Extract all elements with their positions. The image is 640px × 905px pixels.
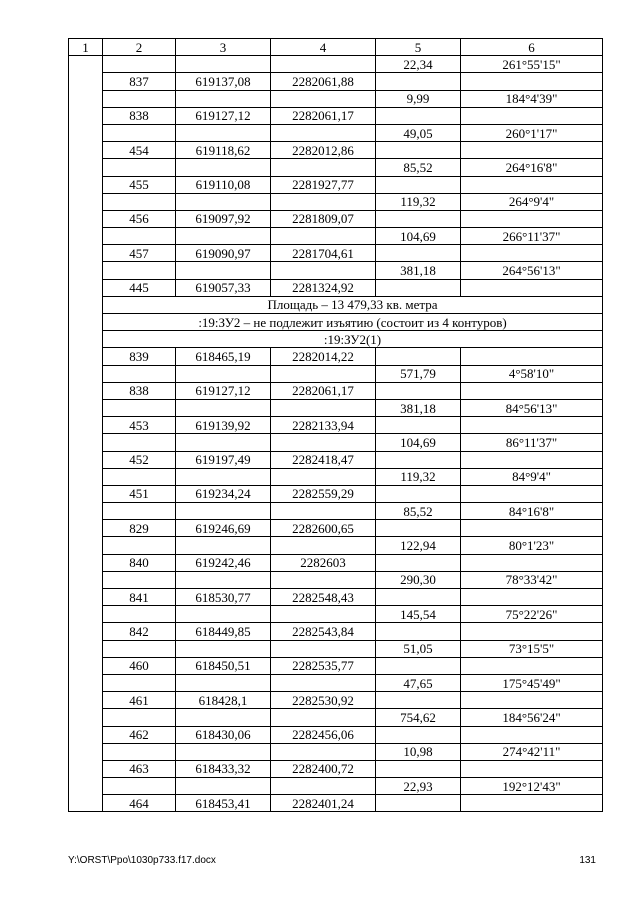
distance-cell: 9,99 bbox=[376, 90, 461, 107]
table-row bbox=[69, 124, 603, 141]
y-coordinate-cell bbox=[271, 674, 376, 691]
distance-cell bbox=[376, 279, 461, 296]
header-row bbox=[69, 39, 603, 56]
x-coordinate-cell: 618530,77 bbox=[176, 589, 271, 606]
x-coordinate-cell bbox=[176, 56, 271, 73]
table-row bbox=[69, 142, 603, 159]
y-coordinate-cell: 2282543,84 bbox=[271, 623, 376, 640]
distance-cell: 104,69 bbox=[376, 228, 461, 245]
footer-file-path: Y:\ORST\Ppo\1030p733.f17.docx bbox=[68, 855, 216, 866]
x-coordinate-cell bbox=[176, 434, 271, 451]
y-coordinate-cell bbox=[271, 56, 376, 73]
table-row bbox=[69, 606, 603, 623]
table-row bbox=[69, 279, 603, 296]
point-number-cell bbox=[103, 537, 176, 554]
angle-cell bbox=[461, 107, 603, 124]
point-number-cell: 461 bbox=[103, 692, 176, 709]
table-row bbox=[69, 571, 603, 588]
point-number-cell bbox=[103, 399, 176, 416]
angle-cell: 260°1'17" bbox=[461, 124, 603, 141]
table-row bbox=[69, 554, 603, 571]
point-number-cell bbox=[103, 503, 176, 520]
angle-cell: 78°33'42" bbox=[461, 571, 603, 588]
angle-cell bbox=[461, 245, 603, 262]
angle-cell bbox=[461, 795, 603, 812]
distance-cell: 22,93 bbox=[376, 778, 461, 795]
header-cell: 3 bbox=[176, 39, 271, 56]
angle-cell: 4°58'10" bbox=[461, 365, 603, 382]
point-number-cell bbox=[103, 228, 176, 245]
distance-cell bbox=[376, 73, 461, 90]
x-coordinate-cell: 619242,46 bbox=[176, 554, 271, 571]
y-coordinate-cell: 2282014,22 bbox=[271, 348, 376, 365]
table-row bbox=[69, 90, 603, 107]
x-coordinate-cell bbox=[176, 709, 271, 726]
table-row bbox=[69, 262, 603, 279]
distance-cell: 51,05 bbox=[376, 640, 461, 657]
table-row bbox=[69, 503, 603, 520]
point-number-cell bbox=[103, 56, 176, 73]
distance-cell bbox=[376, 210, 461, 227]
angle-cell bbox=[461, 554, 603, 571]
angle-cell bbox=[461, 382, 603, 399]
y-coordinate-cell: 2281704,61 bbox=[271, 245, 376, 262]
distance-cell bbox=[376, 382, 461, 399]
distance-cell bbox=[376, 245, 461, 262]
table-row bbox=[69, 778, 603, 795]
coordinates-table bbox=[68, 38, 603, 812]
table-row bbox=[69, 417, 603, 434]
angle-cell bbox=[461, 726, 603, 743]
distance-cell: 381,18 bbox=[376, 399, 461, 416]
distance-cell: 85,52 bbox=[376, 159, 461, 176]
table-row bbox=[69, 245, 603, 262]
angle-cell: 80°1'23" bbox=[461, 537, 603, 554]
point-number-cell: 829 bbox=[103, 520, 176, 537]
angle-cell bbox=[461, 657, 603, 674]
x-coordinate-cell bbox=[176, 228, 271, 245]
table-row bbox=[69, 296, 603, 313]
point-number-cell: 840 bbox=[103, 554, 176, 571]
point-number-cell: 452 bbox=[103, 451, 176, 468]
point-number-cell: 456 bbox=[103, 210, 176, 227]
x-coordinate-cell: 619127,12 bbox=[176, 107, 271, 124]
distance-cell bbox=[376, 520, 461, 537]
angle-cell: 266°11'37" bbox=[461, 228, 603, 245]
y-coordinate-cell bbox=[271, 228, 376, 245]
x-coordinate-cell: 619139,92 bbox=[176, 417, 271, 434]
table-row bbox=[69, 468, 603, 485]
x-coordinate-cell: 618465,19 bbox=[176, 348, 271, 365]
point-number-cell: 462 bbox=[103, 726, 176, 743]
angle-cell bbox=[461, 485, 603, 502]
x-coordinate-cell bbox=[176, 606, 271, 623]
distance-cell: 571,79 bbox=[376, 365, 461, 382]
distance-cell: 10,98 bbox=[376, 743, 461, 760]
table-row bbox=[69, 743, 603, 760]
y-coordinate-cell bbox=[271, 90, 376, 107]
point-number-cell bbox=[103, 778, 176, 795]
distance-cell: 85,52 bbox=[376, 503, 461, 520]
table-row bbox=[69, 56, 603, 73]
angle-cell: 264°9'4" bbox=[461, 193, 603, 210]
x-coordinate-cell: 619137,08 bbox=[176, 73, 271, 90]
x-coordinate-cell bbox=[176, 262, 271, 279]
y-coordinate-cell bbox=[271, 778, 376, 795]
table-body bbox=[69, 39, 603, 812]
angle-cell: 261°55'15" bbox=[461, 56, 603, 73]
angle-cell: 84°16'8" bbox=[461, 503, 603, 520]
table-row bbox=[69, 314, 603, 331]
distance-cell bbox=[376, 142, 461, 159]
y-coordinate-cell: 2282012,86 bbox=[271, 142, 376, 159]
distance-cell: 290,30 bbox=[376, 571, 461, 588]
table-row bbox=[69, 399, 603, 416]
table-row bbox=[69, 73, 603, 90]
angle-cell: 264°56'13" bbox=[461, 262, 603, 279]
y-coordinate-cell: 2282061,17 bbox=[271, 107, 376, 124]
table-row bbox=[69, 107, 603, 124]
x-coordinate-cell bbox=[176, 90, 271, 107]
table-row bbox=[69, 451, 603, 468]
x-coordinate-cell: 618433,32 bbox=[176, 760, 271, 777]
distance-cell bbox=[376, 554, 461, 571]
distance-cell: 104,69 bbox=[376, 434, 461, 451]
contour-title-row: :19:ЗУ2(1) bbox=[103, 331, 603, 348]
distance-cell bbox=[376, 657, 461, 674]
point-number-cell: 837 bbox=[103, 73, 176, 90]
table-row bbox=[69, 331, 603, 348]
footer-page-number: 131 bbox=[579, 855, 596, 866]
x-coordinate-cell bbox=[176, 674, 271, 691]
x-coordinate-cell: 619110,08 bbox=[176, 176, 271, 193]
y-coordinate-cell: 2282061,17 bbox=[271, 382, 376, 399]
y-coordinate-cell bbox=[271, 365, 376, 382]
point-number-cell: 838 bbox=[103, 382, 176, 399]
table-row bbox=[69, 657, 603, 674]
table-row bbox=[69, 760, 603, 777]
y-coordinate-cell bbox=[271, 124, 376, 141]
point-number-cell: 841 bbox=[103, 589, 176, 606]
header-cell: 6 bbox=[461, 39, 603, 56]
x-coordinate-cell: 619127,12 bbox=[176, 382, 271, 399]
angle-cell: 84°56'13" bbox=[461, 399, 603, 416]
table-row bbox=[69, 795, 603, 812]
x-coordinate-cell: 619097,92 bbox=[176, 210, 271, 227]
point-number-cell bbox=[103, 159, 176, 176]
distance-cell bbox=[376, 589, 461, 606]
angle-cell bbox=[461, 417, 603, 434]
table-row bbox=[69, 537, 603, 554]
x-coordinate-cell bbox=[176, 365, 271, 382]
point-number-cell bbox=[103, 468, 176, 485]
y-coordinate-cell bbox=[271, 262, 376, 279]
angle-cell bbox=[461, 176, 603, 193]
point-number-cell bbox=[103, 674, 176, 691]
point-number-cell: 445 bbox=[103, 279, 176, 296]
distance-cell bbox=[376, 623, 461, 640]
angle-cell bbox=[461, 692, 603, 709]
x-coordinate-cell: 618450,51 bbox=[176, 657, 271, 674]
angle-cell bbox=[461, 142, 603, 159]
point-number-cell: 455 bbox=[103, 176, 176, 193]
angle-cell bbox=[461, 520, 603, 537]
table-row bbox=[69, 709, 603, 726]
angle-cell: 192°12'43" bbox=[461, 778, 603, 795]
table-row bbox=[69, 726, 603, 743]
point-number-cell bbox=[103, 743, 176, 760]
x-coordinate-cell bbox=[176, 503, 271, 520]
distance-cell: 22,34 bbox=[376, 56, 461, 73]
y-coordinate-cell bbox=[271, 743, 376, 760]
angle-cell bbox=[461, 589, 603, 606]
distance-cell: 122,94 bbox=[376, 537, 461, 554]
point-number-cell bbox=[103, 434, 176, 451]
x-coordinate-cell bbox=[176, 743, 271, 760]
point-number-cell: 453 bbox=[103, 417, 176, 434]
y-coordinate-cell: 2282548,43 bbox=[271, 589, 376, 606]
x-coordinate-cell bbox=[176, 571, 271, 588]
distance-cell: 119,32 bbox=[376, 468, 461, 485]
x-coordinate-cell bbox=[176, 159, 271, 176]
angle-cell: 175°45'49" bbox=[461, 674, 603, 691]
point-number-cell bbox=[103, 606, 176, 623]
point-number-cell: 451 bbox=[103, 485, 176, 502]
angle-cell: 264°16'8" bbox=[461, 159, 603, 176]
distance-cell: 754,62 bbox=[376, 709, 461, 726]
y-coordinate-cell bbox=[271, 159, 376, 176]
distance-cell bbox=[376, 795, 461, 812]
distance-cell bbox=[376, 417, 461, 434]
angle-cell: 274°42'11" bbox=[461, 743, 603, 760]
y-coordinate-cell bbox=[271, 193, 376, 210]
angle-cell: 184°56'24" bbox=[461, 709, 603, 726]
angle-cell: 75°22'26" bbox=[461, 606, 603, 623]
y-coordinate-cell: 2282133,94 bbox=[271, 417, 376, 434]
table-row bbox=[69, 485, 603, 502]
point-number-cell bbox=[103, 571, 176, 588]
angle-cell bbox=[461, 451, 603, 468]
table-row bbox=[69, 623, 603, 640]
point-number-cell: 457 bbox=[103, 245, 176, 262]
x-coordinate-cell: 618428,1 bbox=[176, 692, 271, 709]
angle-cell: 184°4'39" bbox=[461, 90, 603, 107]
note-row: :19:ЗУ2 – не подлежит изъятию (состоит из 4 контуров) bbox=[103, 314, 603, 331]
distance-cell: 381,18 bbox=[376, 262, 461, 279]
x-coordinate-cell bbox=[176, 193, 271, 210]
angle-cell: 86°11'37" bbox=[461, 434, 603, 451]
x-coordinate-cell: 618430,06 bbox=[176, 726, 271, 743]
angle-cell: 73°15'5" bbox=[461, 640, 603, 657]
x-coordinate-cell: 619057,33 bbox=[176, 279, 271, 296]
x-coordinate-cell: 618453,41 bbox=[176, 795, 271, 812]
y-coordinate-cell: 2282559,29 bbox=[271, 485, 376, 502]
point-number-cell: 463 bbox=[103, 760, 176, 777]
table-row bbox=[69, 348, 603, 365]
table-row bbox=[69, 210, 603, 227]
x-coordinate-cell bbox=[176, 124, 271, 141]
table-row bbox=[69, 520, 603, 537]
point-number-cell: 464 bbox=[103, 795, 176, 812]
distance-cell: 47,65 bbox=[376, 674, 461, 691]
x-coordinate-cell: 619234,24 bbox=[176, 485, 271, 502]
distance-cell bbox=[376, 692, 461, 709]
point-number-cell bbox=[103, 709, 176, 726]
point-number-cell bbox=[103, 365, 176, 382]
point-number-cell: 460 bbox=[103, 657, 176, 674]
point-number-cell: 838 bbox=[103, 107, 176, 124]
y-coordinate-cell: 2281324,92 bbox=[271, 279, 376, 296]
y-coordinate-cell: 2282530,92 bbox=[271, 692, 376, 709]
table-row bbox=[69, 382, 603, 399]
y-coordinate-cell bbox=[271, 503, 376, 520]
y-coordinate-cell: 2282603 bbox=[271, 554, 376, 571]
x-coordinate-cell bbox=[176, 468, 271, 485]
x-coordinate-cell bbox=[176, 399, 271, 416]
angle-cell bbox=[461, 279, 603, 296]
y-coordinate-cell bbox=[271, 537, 376, 554]
point-number-cell: 454 bbox=[103, 142, 176, 159]
y-coordinate-cell: 2282456,06 bbox=[271, 726, 376, 743]
table-row bbox=[69, 589, 603, 606]
point-number-cell bbox=[103, 640, 176, 657]
y-coordinate-cell bbox=[271, 709, 376, 726]
point-number-cell bbox=[103, 90, 176, 107]
angle-cell bbox=[461, 760, 603, 777]
y-coordinate-cell bbox=[271, 606, 376, 623]
x-coordinate-cell bbox=[176, 537, 271, 554]
distance-cell bbox=[376, 348, 461, 365]
table-row bbox=[69, 193, 603, 210]
table-row bbox=[69, 640, 603, 657]
angle-cell: 84°9'4" bbox=[461, 468, 603, 485]
y-coordinate-cell: 2282400,72 bbox=[271, 760, 376, 777]
column-1-merged-cell bbox=[69, 56, 103, 812]
y-coordinate-cell bbox=[271, 571, 376, 588]
y-coordinate-cell: 2282535,77 bbox=[271, 657, 376, 674]
distance-cell bbox=[376, 176, 461, 193]
distance-cell bbox=[376, 485, 461, 502]
angle-cell bbox=[461, 623, 603, 640]
table-row bbox=[69, 434, 603, 451]
y-coordinate-cell: 2282401,24 bbox=[271, 795, 376, 812]
x-coordinate-cell bbox=[176, 778, 271, 795]
angle-cell bbox=[461, 348, 603, 365]
point-number-cell: 839 bbox=[103, 348, 176, 365]
y-coordinate-cell bbox=[271, 640, 376, 657]
table-row bbox=[69, 159, 603, 176]
angle-cell bbox=[461, 73, 603, 90]
header-cell: 1 bbox=[69, 39, 103, 56]
x-coordinate-cell bbox=[176, 640, 271, 657]
table-row bbox=[69, 365, 603, 382]
table-row bbox=[69, 176, 603, 193]
table-row bbox=[69, 228, 603, 245]
point-number-cell bbox=[103, 124, 176, 141]
table-row bbox=[69, 692, 603, 709]
x-coordinate-cell: 619118,62 bbox=[176, 142, 271, 159]
header-cell: 4 bbox=[271, 39, 376, 56]
y-coordinate-cell: 2281927,77 bbox=[271, 176, 376, 193]
distance-cell: 49,05 bbox=[376, 124, 461, 141]
angle-cell bbox=[461, 210, 603, 227]
y-coordinate-cell bbox=[271, 434, 376, 451]
header-cell: 2 bbox=[103, 39, 176, 56]
y-coordinate-cell: 2282600,65 bbox=[271, 520, 376, 537]
y-coordinate-cell: 2281809,07 bbox=[271, 210, 376, 227]
point-number-cell bbox=[103, 262, 176, 279]
distance-cell bbox=[376, 726, 461, 743]
y-coordinate-cell: 2282418,47 bbox=[271, 451, 376, 468]
distance-cell bbox=[376, 760, 461, 777]
point-number-cell bbox=[103, 193, 176, 210]
x-coordinate-cell: 619197,49 bbox=[176, 451, 271, 468]
table-row bbox=[69, 674, 603, 691]
x-coordinate-cell: 618449,85 bbox=[176, 623, 271, 640]
y-coordinate-cell bbox=[271, 468, 376, 485]
x-coordinate-cell: 619090,97 bbox=[176, 245, 271, 262]
y-coordinate-cell: 2282061,88 bbox=[271, 73, 376, 90]
distance-cell: 119,32 bbox=[376, 193, 461, 210]
header-cell: 5 bbox=[376, 39, 461, 56]
distance-cell bbox=[376, 107, 461, 124]
y-coordinate-cell bbox=[271, 399, 376, 416]
point-number-cell: 842 bbox=[103, 623, 176, 640]
distance-cell: 145,54 bbox=[376, 606, 461, 623]
area-row: Площадь – 13 479,33 кв. метра bbox=[103, 296, 603, 313]
x-coordinate-cell: 619246,69 bbox=[176, 520, 271, 537]
distance-cell bbox=[376, 451, 461, 468]
